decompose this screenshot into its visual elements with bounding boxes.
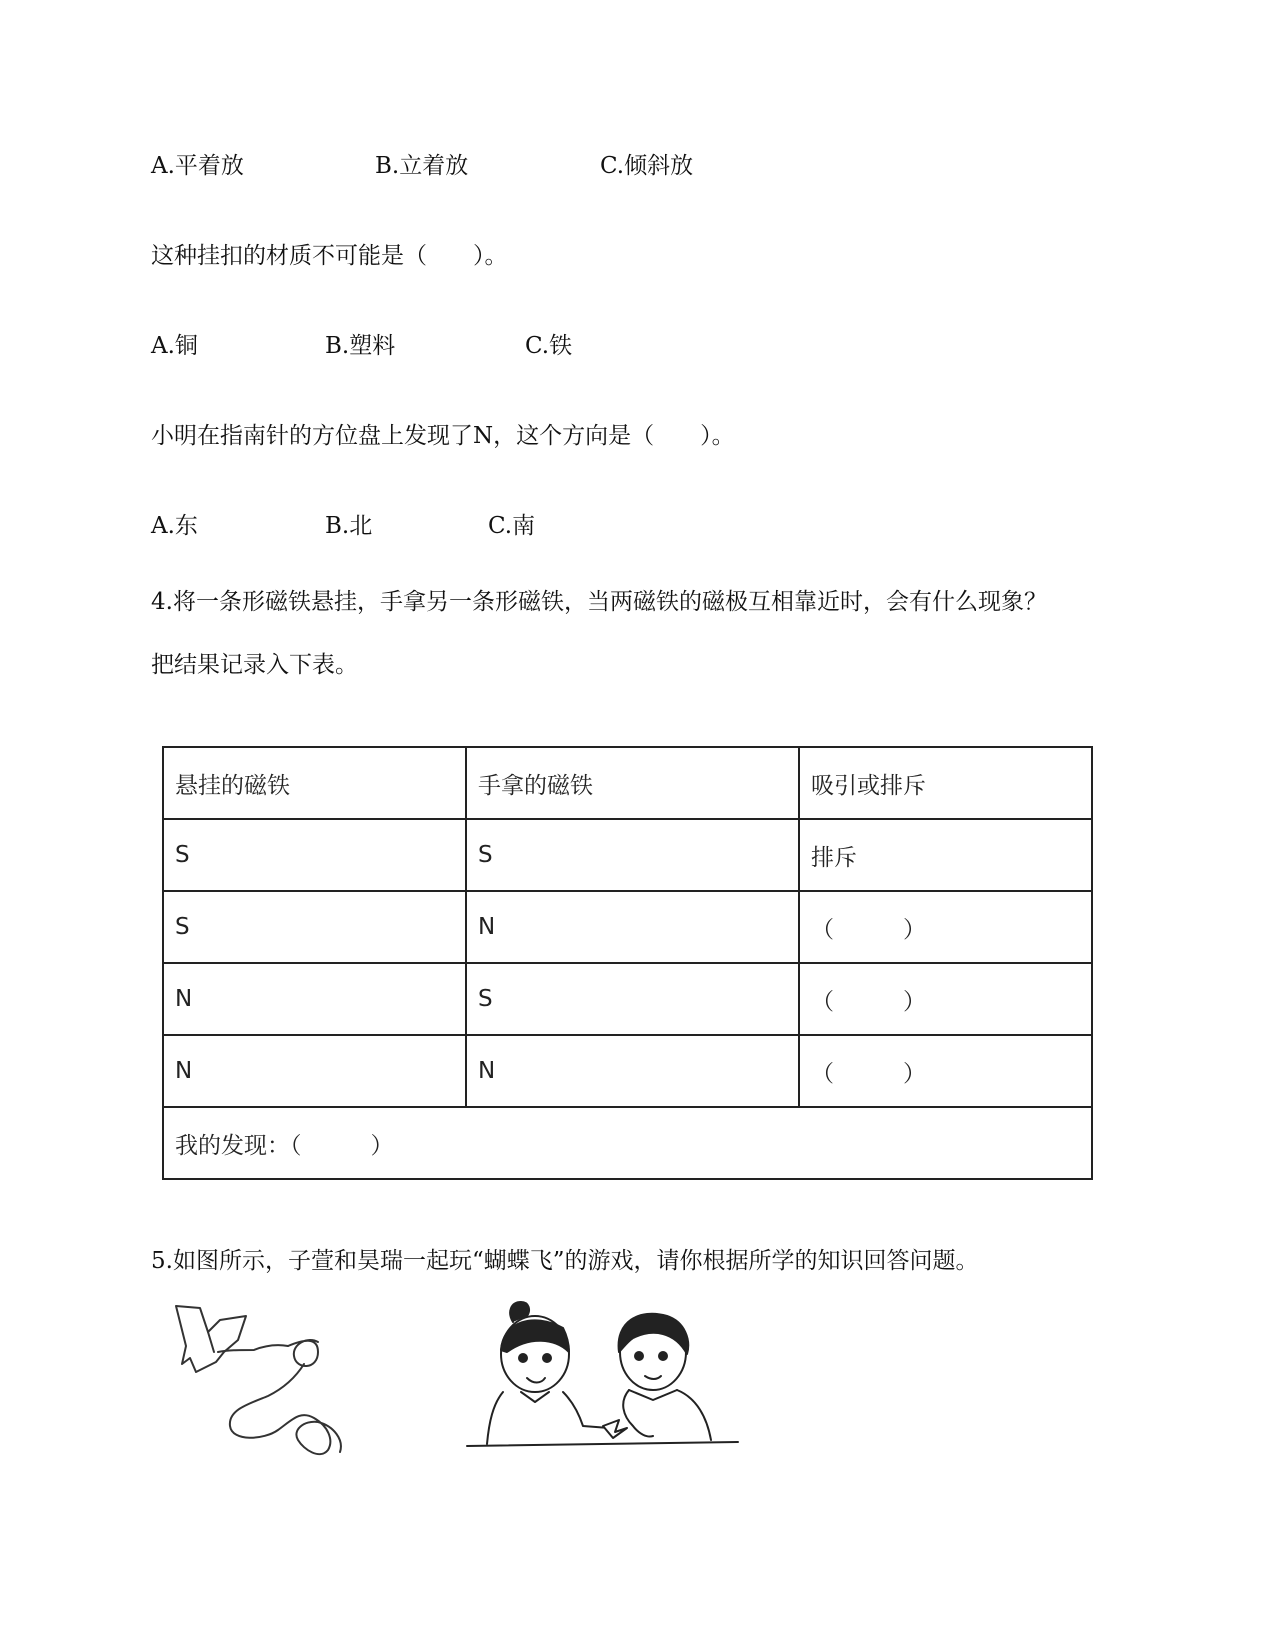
children-playing-illustration bbox=[463, 1292, 743, 1467]
table-cell: N bbox=[466, 891, 799, 963]
q-compass-option-c: C.南 bbox=[488, 513, 536, 539]
table-header-cell: 悬挂的磁铁 bbox=[163, 747, 466, 819]
q-material-option-a: A.铜 bbox=[151, 333, 198, 359]
table-cell: N bbox=[466, 1035, 799, 1107]
table-header-cell: 吸引或排斥 bbox=[799, 747, 1092, 819]
table-cell: S bbox=[466, 819, 799, 891]
my-finding-cell[interactable]: 我的发现：（ ） bbox=[163, 1107, 1092, 1179]
answer-blank-cell[interactable]: （ ） bbox=[799, 891, 1092, 963]
table-row bbox=[163, 963, 1092, 1035]
table-cell: N bbox=[163, 1035, 466, 1107]
answer-blank-cell[interactable]: （ ） bbox=[799, 963, 1092, 1035]
table-cell: 排斥 bbox=[799, 819, 1092, 891]
q2-option-c: C.倾斜放 bbox=[600, 153, 694, 179]
q-material-option-b: B.塑料 bbox=[325, 333, 396, 359]
table-cell: S bbox=[163, 891, 466, 963]
q-material-option-c: C.铁 bbox=[525, 333, 573, 359]
table-cell: S bbox=[163, 819, 466, 891]
magnet-result-table bbox=[162, 746, 1093, 1180]
q-compass-option-b: B.北 bbox=[325, 513, 373, 539]
answer-blank-cell[interactable]: （ ） bbox=[799, 1035, 1092, 1107]
table-row bbox=[163, 1035, 1092, 1107]
q2-option-b: B.立着放 bbox=[375, 153, 469, 179]
q4-stem-line2: 把结果记录入下表。 bbox=[151, 652, 358, 678]
table-footer-row bbox=[163, 1107, 1092, 1179]
q-material-stem: 这种挂扣的材质不可能是（ ）。 bbox=[151, 243, 508, 269]
table-row bbox=[163, 891, 1092, 963]
table-header-cell: 手拿的磁铁 bbox=[466, 747, 799, 819]
table-row bbox=[163, 819, 1092, 891]
q-compass-option-a: A.东 bbox=[151, 513, 198, 539]
paper-butterfly-illustration bbox=[168, 1300, 368, 1475]
table-cell: N bbox=[163, 963, 466, 1035]
q4-stem-line1: 4.将一条形磁铁悬挂，手拿另一条形磁铁，当两磁铁的磁极互相靠近时，会有什么现象？ bbox=[151, 589, 1047, 615]
q5-stem: 5.如图所示，子萱和昊瑞一起玩“蝴蝶飞”的游戏，请你根据所学的知识回答问题。 bbox=[151, 1248, 979, 1274]
table-cell: S bbox=[466, 963, 799, 1035]
q2-option-a: A.平着放 bbox=[151, 153, 244, 179]
q-compass-stem: 小明在指南针的方位盘上发现了N，这个方向是（ ）。 bbox=[151, 423, 735, 449]
table-header-row bbox=[163, 747, 1092, 819]
